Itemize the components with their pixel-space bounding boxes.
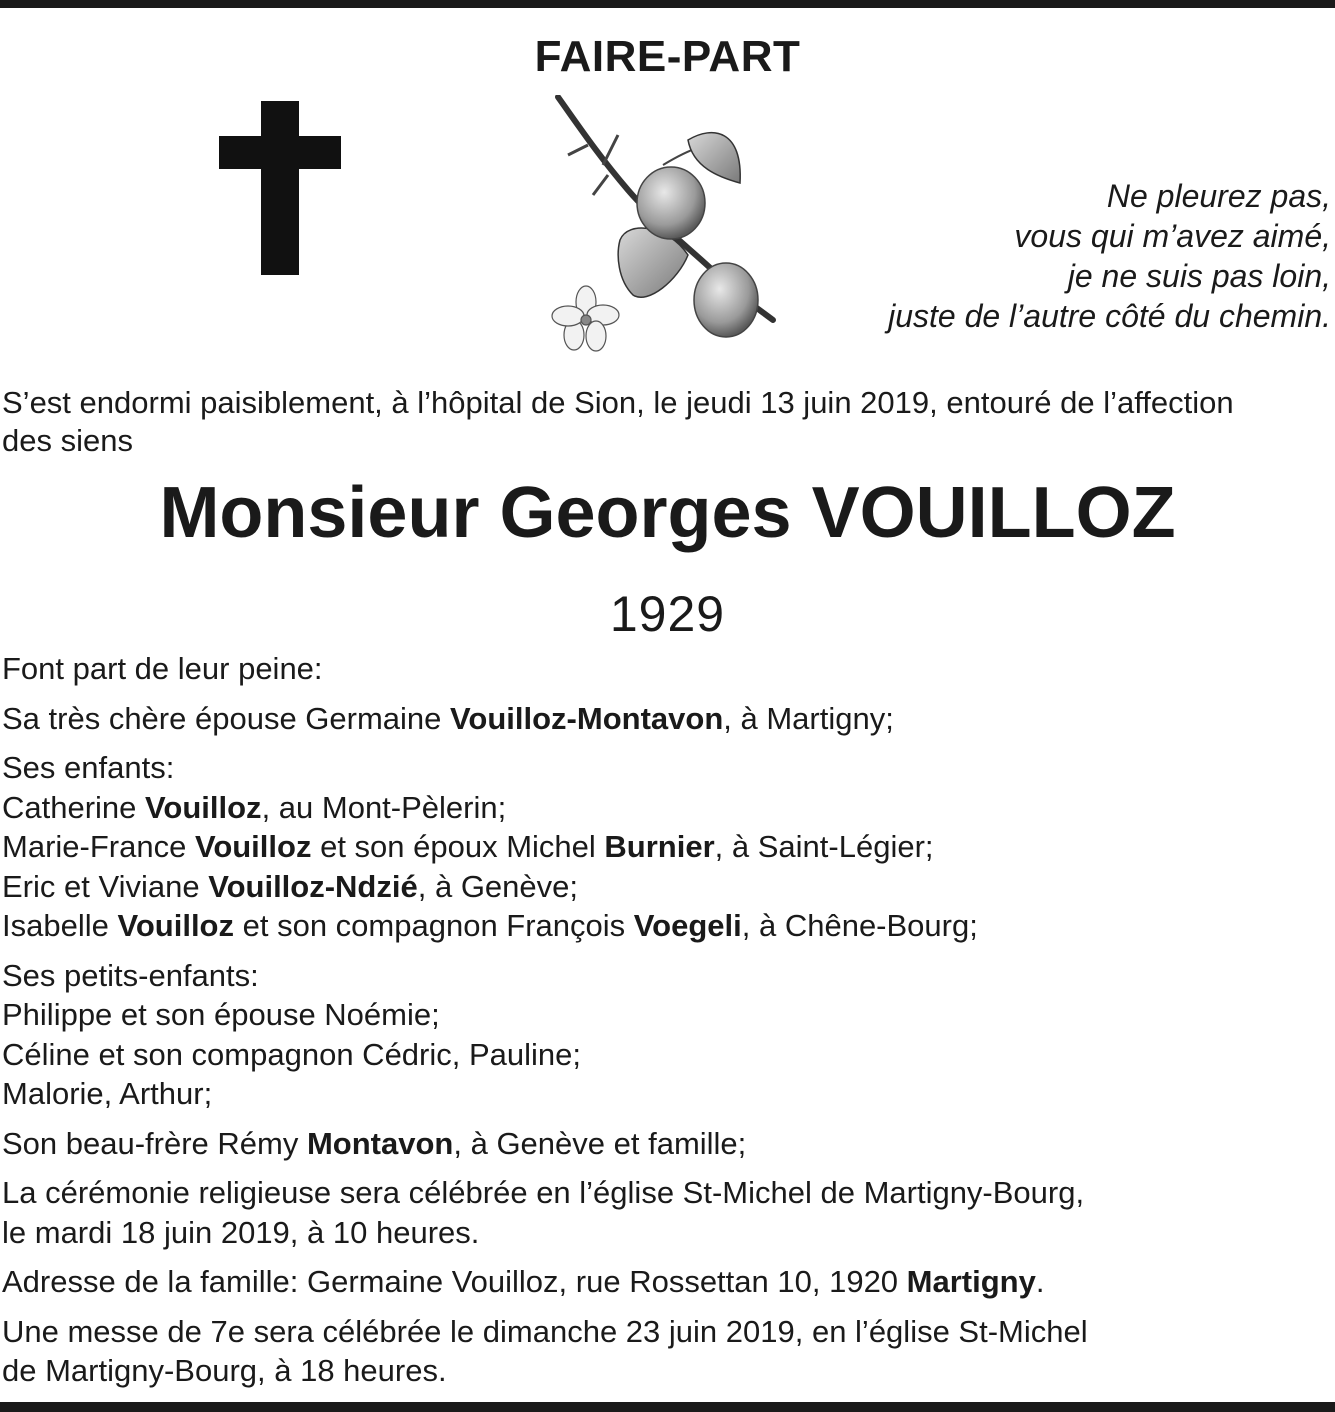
child-line: Eric et Viviane Vouilloz-Ndzié, à Genève; (2, 868, 579, 904)
announcement-line: Font part de leur peine: (2, 651, 323, 686)
intro-text (2, 384, 1333, 460)
intro-line: des siens (2, 423, 133, 458)
poem-line: Ne pleurez pas, (1106, 178, 1331, 214)
child-line: Catherine Vouilloz, au Mont-Pèlerin; (2, 789, 507, 825)
intro-line: S’est endormi paisiblement, à l’hôpital de Sion, le jeudi 13 juin 2019, entouré de l’affection (2, 385, 1234, 420)
page-heading: FAIRE-PART (534, 32, 801, 81)
mass-line: de Martigny-Bourg, à 18 heures. (2, 1353, 447, 1388)
spouse-line: Sa très chère épouse Germaine Vouilloz-Montavon, à Martigny; (2, 700, 894, 736)
children-label: Ses enfants: (2, 750, 175, 785)
birth-year: 1929 (609, 586, 726, 642)
grandchild-line: Céline et son compagnon Cédric, Pauline; (2, 1036, 582, 1072)
poem-line: je ne suis pas loin, (1067, 258, 1331, 294)
ceremony-line: le mardi 18 juin 2019, à 10 heures. (2, 1214, 480, 1250)
child-line: Marie-France Vouilloz et son époux Michel Burnier, à Saint-Légier; (2, 829, 934, 864)
poem-line: vous qui m’avez aimé, (1014, 218, 1331, 254)
child-line: Isabelle Vouilloz et son compagnon François Voegeli, à Chêne-Bourg; (2, 908, 978, 943)
grandchild-line: Philippe et son épouse Noémie; (2, 997, 440, 1032)
deceased-name: Monsieur Georges VOUILLOZ (159, 473, 1176, 553)
mass-line: Une messe de 7e sera célébrée le dimanche 23 juin 2019, en l’église St-Michel (2, 1313, 1088, 1349)
ceremony-line: La cérémonie religieuse sera célébrée en l’église St-Michel de Martigny-Bourg, (2, 1175, 1085, 1210)
brother-in-law-line: Son beau-frère Rémy Montavon, à Genève et famille; (2, 1125, 747, 1161)
cross-icon (219, 101, 341, 275)
poem-line: juste de l’autre côté du chemin. (888, 298, 1331, 334)
top-rule (0, 0, 1335, 8)
apricot-branch-icon (548, 95, 780, 357)
bottom-rule (0, 1402, 1335, 1412)
address-line: Adresse de la famille: Germaine Vouilloz, rue Rossettan 10, 1920 Martigny. (2, 1264, 1045, 1299)
poem-quote (888, 176, 1331, 336)
grandchildren-label: Ses petits-enfants: (2, 957, 259, 993)
announcement-body (2, 649, 1322, 1401)
grandchild-line: Malorie, Arthur; (2, 1076, 213, 1111)
